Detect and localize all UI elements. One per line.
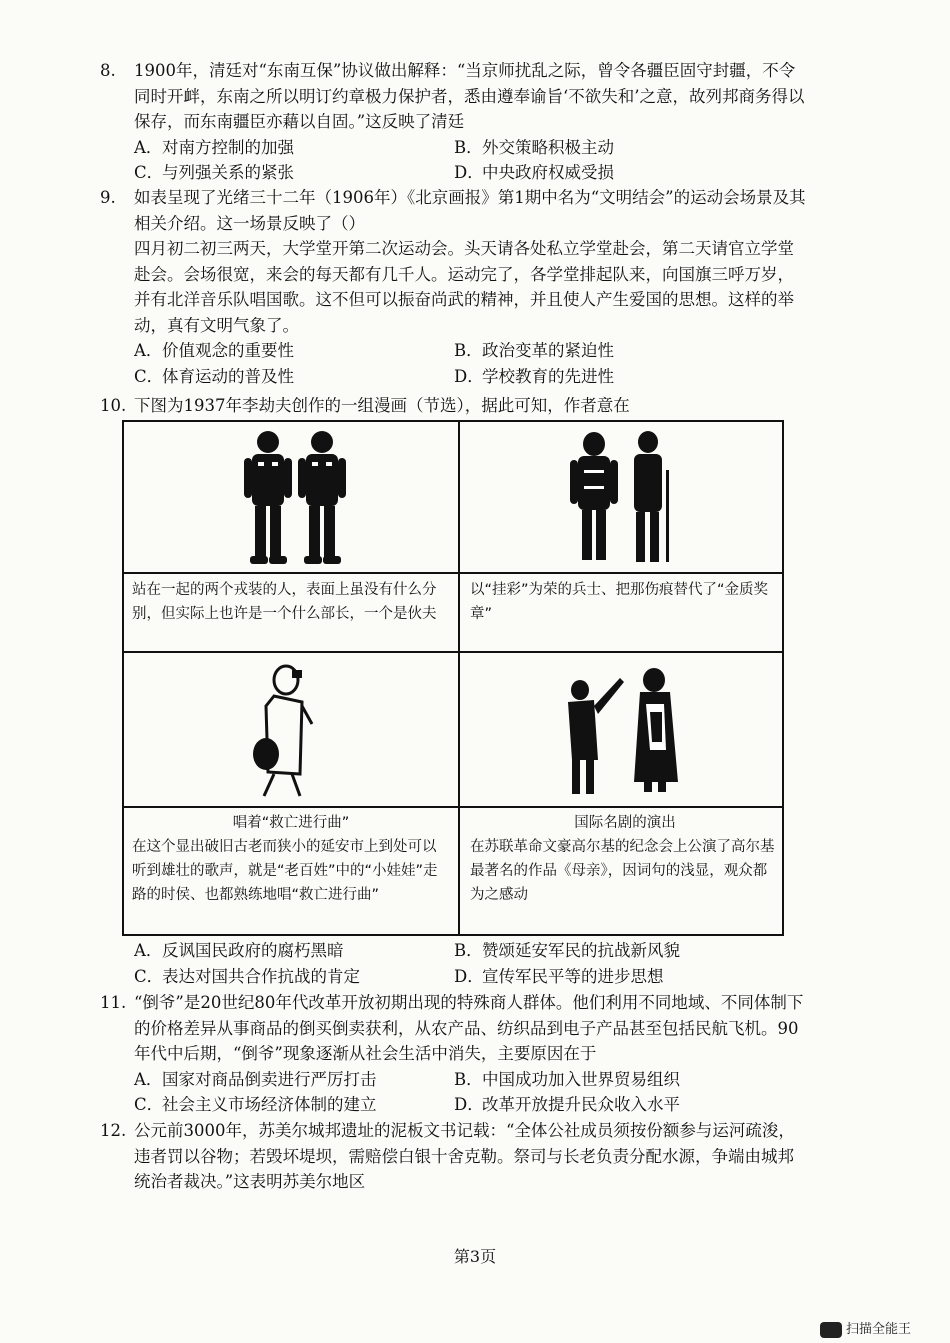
question-11 (100, 990, 810, 1118)
comic-title: 唱着“救亡进行曲” (232, 815, 350, 831)
option-c: C．表达对国共合作抗战的肯定 (134, 966, 360, 986)
question-stem: “倒爷”是20世纪80年代改革开放初期出现的特殊商人群体。他们利用不同地域、不同体制下的价格差异从事商品的倒买倒卖获利，从农产品、纺织品到电子产品甚至包括民航飞机。90年代中后期，“倒爷”现象逐渐从社会生活中消失，主要原因在于 (134, 993, 804, 1063)
question-number: 11. (100, 993, 127, 1012)
comic-caption-text: 在这个显出破旧古老而狭小的延安市上到处可以听到雄壮的歌声，就是“老百姓”中的“小娃娃”走路的时侯、也都熟练地唱“救亡进行曲” (132, 839, 438, 903)
comic-table (122, 420, 784, 936)
scanner-logo-icon (820, 1322, 842, 1338)
option-b: B．外交策略积极主动 (454, 137, 614, 157)
question-stem: 下图为1937年李劫夫创作的一组漫画（节选），据此可知，作者意在 (134, 396, 630, 415)
page-number: 第3页 (453, 1247, 497, 1266)
question-12 (100, 1118, 810, 1195)
question-9 (100, 185, 810, 389)
question-stem: 1900年，清廷对“东南互保”协议做出解释：“当京师扰乱之际，曾令各疆臣固守封疆，不令同时开衅，东南之所以明订约章极力保护者，悉由遵奉谕旨‘不欲失和’之意，故列邦商务得以保存，而东南疆臣亦藉以自固。”这反映了清廷 (134, 61, 805, 131)
options (134, 338, 810, 389)
options (134, 938, 810, 989)
option-d: D．中央政府权威受损 (454, 163, 614, 182)
comic-caption: 站在一起的两个戎装的人，表面上虽没有什么分别，但实际上也许是一个什么部长，一个是伙夫 (132, 582, 437, 622)
comic-play-performance-image (554, 660, 694, 800)
options (134, 135, 810, 186)
option-a: A．对南方控制的加强 (134, 137, 294, 157)
comic-child-singing-image (252, 662, 332, 802)
option-d: D．改革开放提升民众收入水平 (454, 1095, 680, 1114)
comic-caption (132, 811, 450, 907)
option-c: C．社会主义市场经济体制的建立 (134, 1095, 377, 1114)
source-material: 四月初二初三两天，大学堂开第二次运动会。头天请各处私立学堂赴会，第二天请官立学堂赴会。会场很宽，来会的每天都有几千人。运动完了，各学堂排起队来，向国旗三呼万岁，并有北洋音乐队唱国歌。这不但可以振奋尚武的精神，并且使人产生爱国的思想。这样的举动，真有文明气象了。 (134, 239, 794, 335)
comic-two-soldiers-image (236, 428, 356, 570)
question-stem: 公元前3000年，苏美尔城邦遗址的泥板文书记载：“全体公社成员须按份额参与运河疏浚，违者罚以谷物；若毁坏堤坝，需赔偿白银十舍克勒。祭司与长老负责分配水源，争端由城邦统治者裁决。”这表明苏美尔地区 (134, 1121, 795, 1191)
option-d: D．学校教育的先进性 (454, 366, 614, 386)
question-stem: 如表呈现了光绪三十二年（1906年）《北京画报》第1期中名为“文明结会”的运动会场景及其相关介绍。这一场景反映了（） (134, 188, 806, 233)
question-number: 8. (100, 61, 116, 80)
option-c: C．体育运动的普及性 (134, 366, 294, 386)
watermark-text: 扫描全能王 (846, 1322, 912, 1337)
question-number: 10. (100, 396, 127, 415)
question-10 (100, 393, 810, 419)
scanner-watermark (820, 1318, 950, 1343)
table-divider (458, 422, 460, 934)
question-number: 12. (100, 1121, 127, 1140)
option-d: D．宣传军民平等的进步思想 (454, 966, 664, 986)
option-a: A．反讽国民政府的腐朽黑暗 (134, 941, 344, 960)
table-divider (124, 806, 782, 808)
question-8 (100, 58, 810, 186)
option-a: A．价值观念的重要性 (134, 341, 294, 360)
question-number: 9. (100, 188, 116, 207)
comic-caption-text: 在苏联革命文豪高尔基的纪念会上公演了高尔基最著名的作品《母亲》，因词句的浅显，观众都为之感动 (470, 839, 775, 903)
question-10-options (100, 938, 810, 989)
comic-caption (470, 811, 780, 907)
table-divider (124, 572, 782, 574)
options (134, 1067, 810, 1118)
option-b: B．赞颂延安军民的抗战新风貌 (454, 941, 680, 960)
comic-caption: 以“挂彩”为荣的兵士、把那伤痕替代了“金质奖章” (470, 582, 769, 622)
comic-wounded-soldier-image (564, 430, 684, 570)
table-divider (124, 651, 782, 653)
option-b: B．中国成功加入世界贸易组织 (454, 1069, 680, 1089)
comic-title: 国际名剧的演出 (574, 815, 676, 831)
option-c: C．与列强关系的紧张 (134, 163, 294, 182)
option-b: B．政治变革的紧迫性 (454, 341, 614, 360)
option-a: A．国家对商品倒卖进行严厉打击 (134, 1069, 377, 1089)
